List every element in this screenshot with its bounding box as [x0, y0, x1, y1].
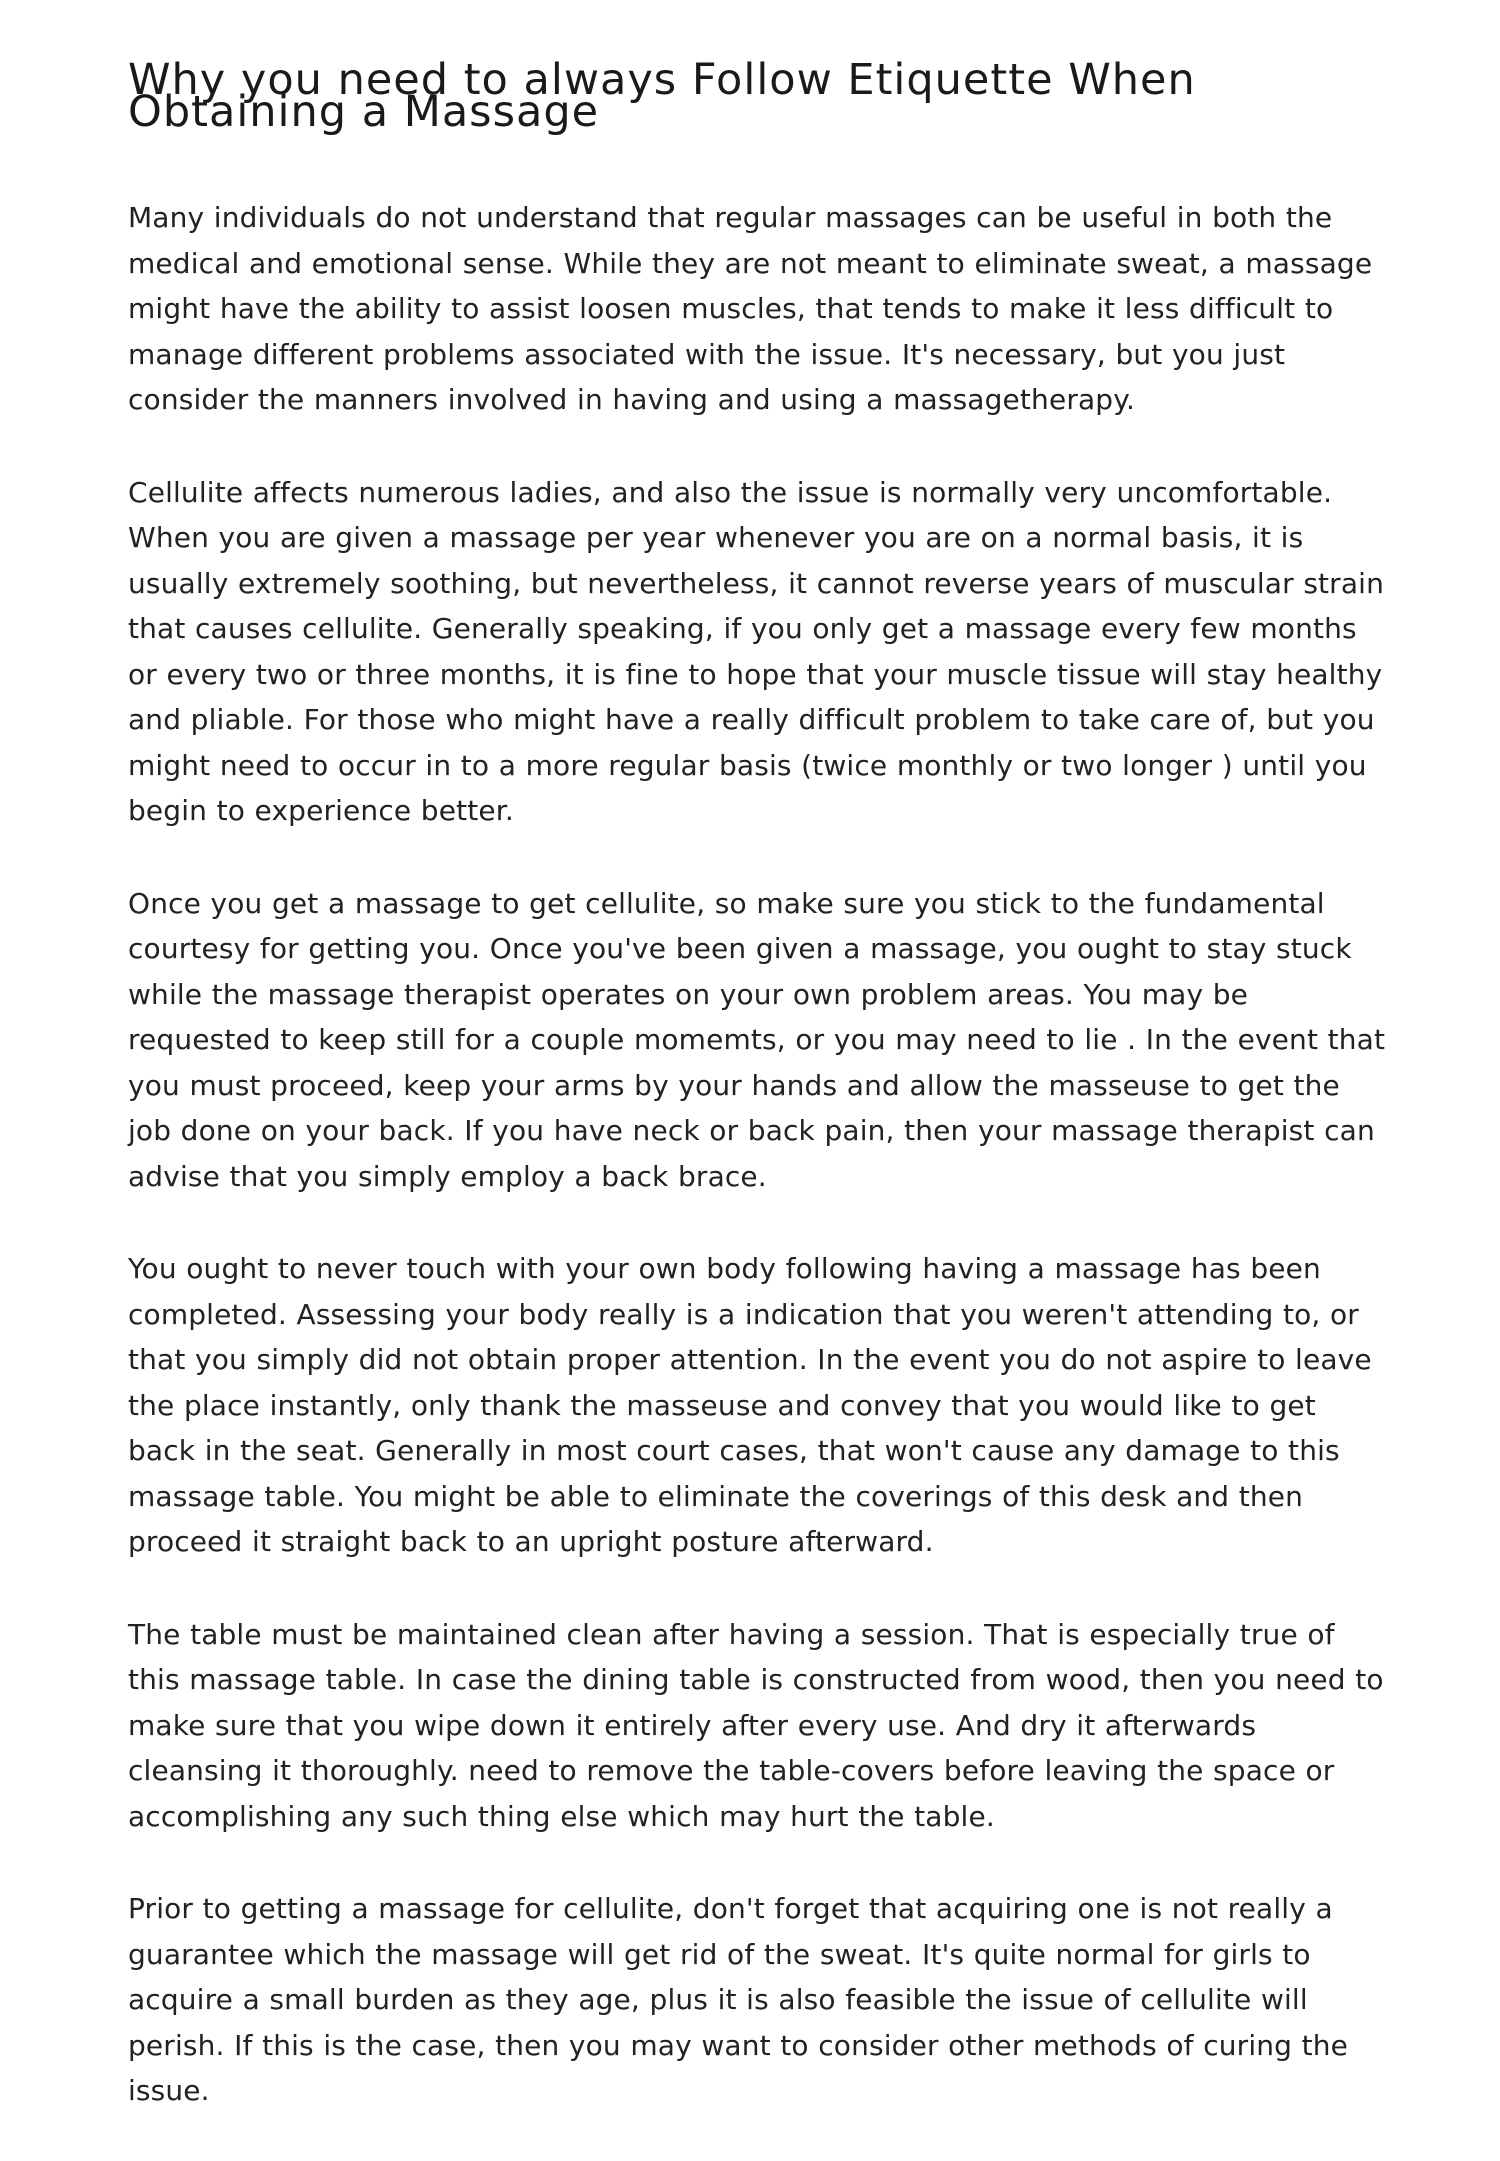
- paragraph-6: Prior to getting a massage for cellulite, don't forget that acquiring one is not really a guarantee which the massage will get rid of the sweat. It's quite normal for girls to acquire a small burden as they age, plus it is also feasible the issue of cellulite will perish. If this is the case, then you may want to consider other methods of curing the issue.: [128, 1892, 1349, 2107]
- paragraph-5: The table must be maintained clean after having a session. That is especially true of this massage table. In case the dining table is constructed from wood, then you need to make sure that you wipe down it entirely after every use. And dry it afterwards cleansing it thoroughly. need to remove the table-covers before leaving the space or accomplishing any such thing else which may hurt the table.: [128, 1617, 1384, 1833]
- paragraph-2: Cellulite affects numerous ladies, and also the issue is normally very uncomfortable. When you are given a massage per year whenever you are on a normal basis, it is usually extremely soothing, but nevertheless, it cannot reverse years of muscular strain that causes cellulite. Generally speaking, if you only get a massage every few months or every two or three months, it is fine to hope that your muscle tissue will stay healthy and pliable. For those who might have a really difficult problem to take care of, but you might need to occur in to a more regular basis (twice monthly or two longer ) until you begin to experience better.: [128, 475, 1384, 827]
- document-body: [128, 195, 1388, 2114]
- document-page: [128, 55, 1388, 2161]
- paragraph-3: Once you get a massage to get cellulite, so make sure you stick to the fundamental courtesy for getting you. Once you've been given a massage, you ought to stay stuck while the massage therapist operates on your own problem areas. You may be requested to keep still for a couple momemts, or you may need to lie . In the event that you must proceed, keep your arms by your hands and allow the masseuse to get the job done on your back. If you have neck or back pain, then your massage therapist can advise that you simply employ a back brace.: [128, 886, 1386, 1193]
- paragraph-4: You ought to never touch with your own body following having a massage has been completed. Assessing your body really is a indication that you weren't attending to, or that you simply did not obtain proper attention. In the event you do not aspire to leave the place instantly, only thank the masseuse and convey that you would like to get back in the seat. Generally in most court cases, that won't cause any damage to this massage table. You might be able to eliminate the coverings of this desk and then proceed it straight back to an upright posture afterward.: [128, 1252, 1372, 1558]
- paragraph-1: Many individuals do not understand that regular massages can be useful in both the medical and emotional sense. While they are not meant to eliminate sweat, a massage might have the ability to assist loosen muscles, that tends to make it less difficult to manage different problems associated with the issue. It's necessary, but you just consider the manners involved in having and using a massagetherapy.: [128, 201, 1373, 416]
- document-title: Why you need to always Follow Etiquette When Obtaining a Massage: [128, 55, 1196, 137]
